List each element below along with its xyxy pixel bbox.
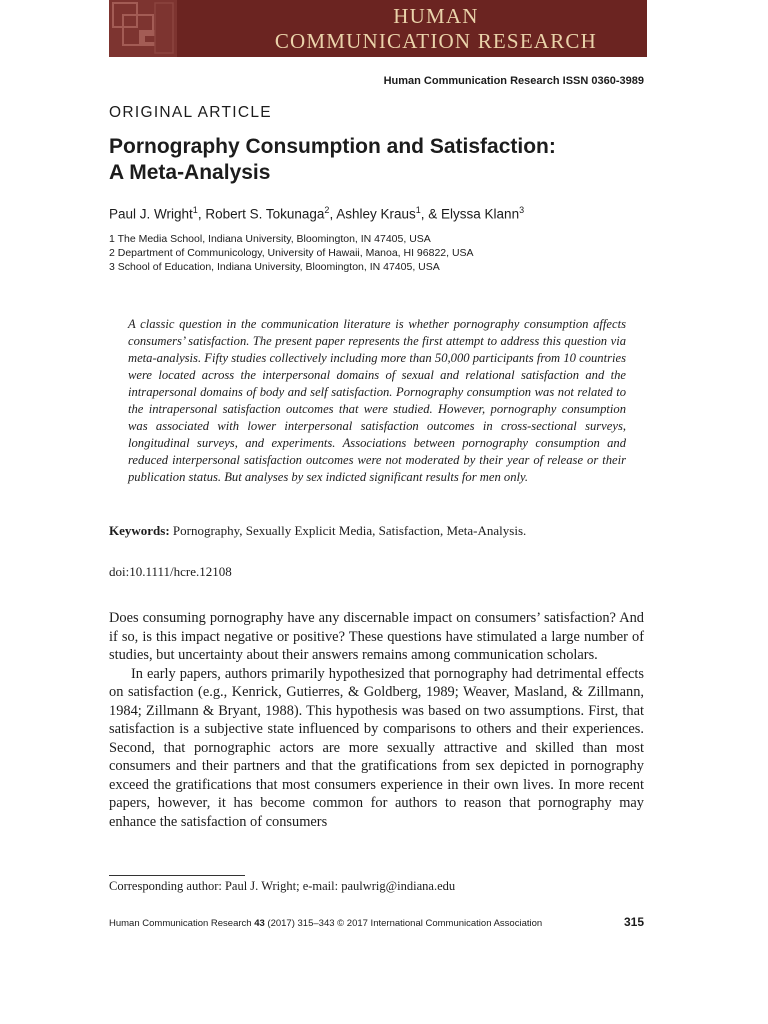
author-list [109,205,524,222]
title-line-2: A Meta-Analysis [109,161,271,184]
author-affiliation-mark: 1 [415,205,421,215]
banner-line-1: HUMAN [393,4,479,28]
author-name: Robert S. Tokunaga [205,206,325,222]
footer-volume: 43 [254,918,265,929]
affiliation-line: 1 The Media School, Indiana University, Bloomington, IN 47405, USA [109,233,431,245]
author-affiliation-mark: 3 [519,205,525,215]
article-type-label: ORIGINAL ARTICLE [109,104,272,121]
abstract: A classic question in the communication literature is whether pornography consumption affects consumers’ satisfaction. The present paper represents the first attempt to address this question via meta-analysis. Fifty studies collectively including more than 50,000 participants from 10 countries were located across the interpersonal domains of sexual and relational satisfaction and the intrapersonal domains of body and self satisfaction. Pornography consumption was not related to the intrapersonal satisfaction outcomes that were studied. However, pornography consumption was associated with lower interpersonal satisfaction outcomes in cross-sectional surveys, longitudinal surveys, and experiments. Associations between pornography consumption and reduced interpersonal satisfaction outcomes were not moderated by their year of release or their publication status. But analyses by sex indicted significant results for men only. [128,317,626,484]
keywords-label: Keywords: [109,523,170,538]
affiliation-line: 3 School of Education, Indiana University, Bloomington, IN 47405, USA [109,261,440,273]
footer-journal: Human Communication Research [109,918,252,929]
keywords [109,523,526,539]
footer-citation: (2017) 315–343 © 2017 International Communication Association [264,918,543,929]
article-title [109,134,669,186]
author-name: Elyssa Klann [441,206,520,222]
title-line-1: Pornography Consumption and Satisfaction: [109,135,556,158]
body-paragraph: In early papers, authors primarily hypothesized that pornography had detrimental effects on satisfaction (e.g., Kenrick, Gutierres, & Goldberg, 1989; Weaver, Masland, & Zillmann, 1984; Zillmann & Bryant, 1988). This hypothesis was based on two assumptions. First, that satisfaction is a subjective state influenced by comparisons to others and their experiences. Second, that pornographic actors are more sexually attractive and skilled than most consumers and their partners and that the gratifications from sex depicted in pornography exceed the gratifications that most consumers experience in their own lives. In more recent papers, however, it has become common for authors to reason that pornography may enhance the satisfaction of consumers [109,665,644,830]
author-name: Ashley Kraus [336,206,416,222]
issn-line: Human Communication Research ISSN 0360-3989 [383,75,644,87]
author-separator: , & [420,206,442,222]
page-number: 315 [623,915,644,929]
doi: doi:10.1111/hcre.12108 [109,564,232,579]
journal-banner-title [275,4,597,54]
author-name: Paul J. Wright [109,206,193,222]
body-paragraph: Does consuming pornography have any discernable impact on consumers’ satisfaction? And if so, is this impact negative or positive? These questions have stimulated a large number of studies, but uncertainty about their answers remains among communication scholars. [109,610,644,663]
keywords-list: Pornography, Sexually Explicit Media, Satisfaction, Meta-Analysis. [172,523,527,538]
journal-banner [109,0,647,57]
affiliations [109,232,474,274]
page-footer [109,918,542,929]
author-affiliation-mark: 2 [324,205,330,215]
footnote-divider [109,875,245,876]
banner-line-2: COMMUNICATION RESEARCH [274,29,597,53]
author-separator: , [329,206,337,222]
body-text [109,609,644,831]
author-separator: , [197,206,206,222]
corresponding-author-footnote: Corresponding author: Paul J. Wright; e-mail: paulwrig@indiana.edu [109,879,456,893]
journal-logo-icon [109,0,177,57]
affiliation-line: 2 Department of Communicology, University of Hawaii, Manoa, HI 96822, USA [109,247,474,259]
author-affiliation-mark: 1 [192,205,198,215]
